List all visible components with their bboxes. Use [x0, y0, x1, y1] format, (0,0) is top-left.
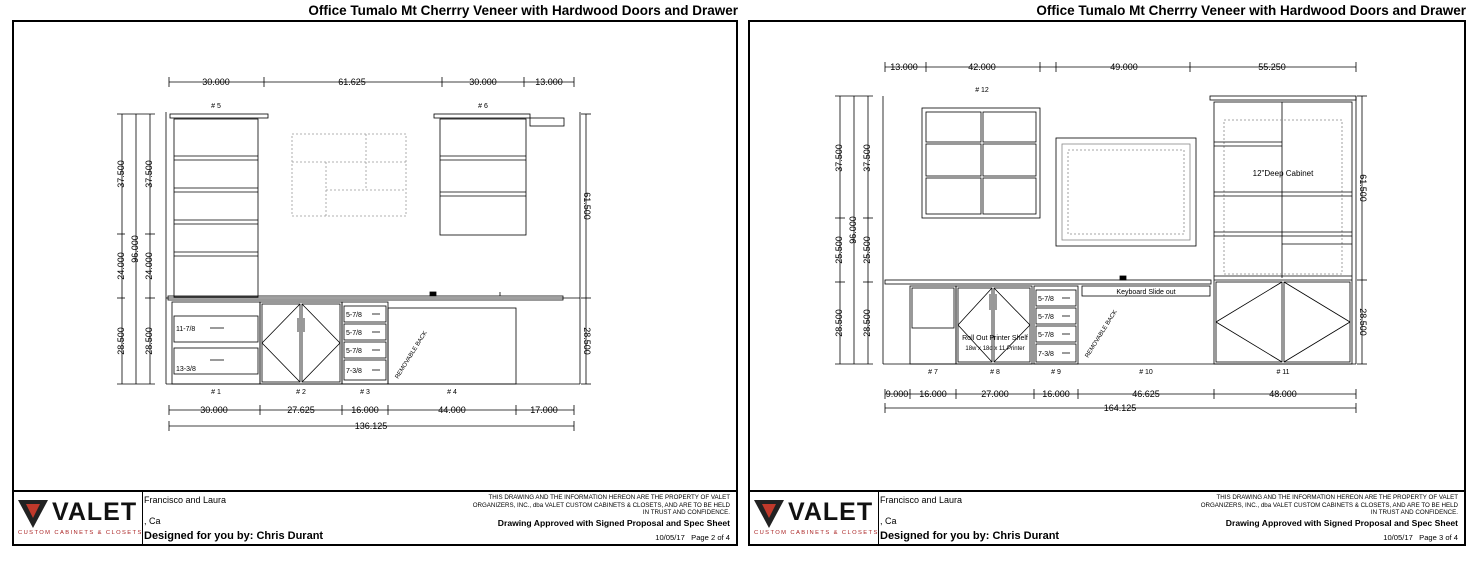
- deep-cabinet-label: 12"Deep Cabinet: [1252, 169, 1314, 178]
- approval-note: Drawing Approved with Signed Proposal and Spec Sheet: [1225, 518, 1458, 528]
- client-name: Francisco and Laura: [144, 495, 227, 505]
- legal-notice: THIS DRAWING AND THE INFORMATION HEREON ARE THE PROPERTY OF VALET ORGANIZERS, INC., dba VALET CUSTOM CABINETS & CLOSETS, AND ARE TO BE HELD IN TRUST AND CONFIDENCE.: [1200, 494, 1458, 517]
- unit-label: # 10: [1139, 369, 1153, 376]
- page-info: [1383, 533, 1458, 542]
- top-dim: 55.250: [1258, 62, 1286, 72]
- title-block: [750, 490, 1464, 544]
- drawing-sheet-page-2: [12, 0, 738, 568]
- client-name: Francisco and Laura: [880, 495, 963, 505]
- right-dim: 61.500: [582, 192, 592, 220]
- sheet-date: 10/05/17: [1383, 533, 1413, 542]
- bottom-dim: 16.000: [351, 405, 379, 415]
- left-dim: 37.500: [862, 144, 872, 172]
- designer-name: Designed for you by: Chris Durant: [144, 530, 324, 542]
- right-dim: 28.500: [1358, 308, 1368, 336]
- page-number: Page 2 of 4: [691, 533, 730, 542]
- left-dim: 37.500: [116, 160, 126, 188]
- unit-label: # 12: [975, 87, 989, 94]
- page-number: Page 3 of 4: [1419, 533, 1458, 542]
- bottom-dim: 30.000: [200, 405, 228, 415]
- bottom-dim: 27.625: [287, 405, 315, 415]
- overall-dim: 164.125: [1103, 403, 1137, 413]
- logo-wordmark: VALET: [52, 498, 138, 526]
- unit-label: # 6: [478, 103, 488, 110]
- unit-label: # 9: [1051, 369, 1061, 376]
- sheet-title: Office Tumalo Mt Cherrry Veneer with Hardwood Doors and Drawer: [308, 3, 738, 18]
- legal-notice: THIS DRAWING AND THE INFORMATION HEREON ARE THE PROPERTY OF VALET ORGANIZERS, INC., dba VALET CUSTOM CABINETS & CLOSETS, AND ARE TO BE HELD IN TRUST AND CONFIDENCE.: [472, 494, 730, 517]
- drawer-label: 5-7/8: [1038, 332, 1054, 339]
- top-dim: 13.000: [535, 77, 563, 87]
- removable-back-label: REMOVABLE BACK: [1084, 309, 1119, 360]
- valet-v-icon: [754, 500, 784, 528]
- drawer-label: 5-7/8: [346, 330, 362, 337]
- valet-logo: [750, 492, 879, 544]
- logo-tagline: CUSTOM CABINETS & CLOSETS: [754, 530, 879, 536]
- left-dim: 96.000: [130, 235, 140, 263]
- bottom-dim: 27.000: [981, 389, 1009, 399]
- bottom-dim: 9.000: [885, 389, 909, 399]
- top-dim: 49.000: [1110, 62, 1138, 72]
- elevation-drawing: [14, 22, 736, 490]
- left-dim: 25.500: [834, 236, 844, 264]
- unit-label: # 11: [1276, 369, 1290, 376]
- removable-back-label: REMOVABLE BACK: [394, 330, 429, 381]
- left-dim: 28.500: [834, 309, 844, 337]
- unit-label: # 3: [360, 389, 370, 396]
- top-dim: 13.000: [890, 62, 918, 72]
- unit-label: # 8: [990, 369, 1000, 376]
- drawer-label: 5-7/8: [1038, 314, 1054, 321]
- right-dim: 28.500: [582, 327, 592, 355]
- logo-tagline: CUSTOM CABINETS & CLOSETS: [18, 530, 143, 536]
- designer-name: Designed for you by: Chris Durant: [880, 530, 1060, 542]
- overall-dim: 136.125: [354, 421, 388, 431]
- printer-shelf-label: Roll Out Printer Shelf: [962, 335, 1028, 342]
- drawer-label: 5-7/8: [346, 348, 362, 355]
- client-city: , Ca: [880, 516, 897, 526]
- top-dim: 30.000: [469, 77, 497, 87]
- left-dim: 37.500: [144, 160, 154, 188]
- keyboard-slide-label: Keyboard Slide out: [1116, 289, 1176, 296]
- bottom-dim: 46.625: [1132, 389, 1160, 399]
- top-dim: 30.000: [202, 77, 230, 87]
- unit-label: # 7: [928, 369, 938, 376]
- drawer-label: 11-7/8: [176, 326, 196, 333]
- left-dim: 28.500: [144, 327, 154, 355]
- unit-label: # 5: [211, 103, 221, 110]
- client-city: , Ca: [144, 516, 161, 526]
- drawer-label: 5-7/8: [1038, 296, 1054, 303]
- bottom-dim: 17.000: [530, 405, 558, 415]
- unit-label: # 1: [211, 389, 221, 396]
- logo-wordmark: VALET: [788, 498, 874, 526]
- right-dim: 61.500: [1358, 174, 1368, 202]
- top-dim: 61.625: [338, 77, 366, 87]
- bottom-dim: 44.000: [438, 405, 466, 415]
- drawing-sheet-page-3: [748, 0, 1466, 568]
- sheet-date: 10/05/17: [655, 533, 685, 542]
- drawer-label: 5-7/8: [346, 312, 362, 319]
- page-info: [655, 533, 730, 542]
- drawing-frame: [748, 20, 1466, 546]
- top-dim: 42.000: [968, 62, 996, 72]
- drawer-label: 7-3/8: [346, 368, 362, 375]
- left-dim: 24.000: [116, 252, 126, 280]
- printer-size-label: 18w x 18d x 11 Printer: [965, 346, 1025, 352]
- valet-v-icon: [18, 500, 48, 528]
- drawer-label: 7-3/8: [1038, 351, 1054, 358]
- bottom-dim: 16.000: [919, 389, 947, 399]
- title-block: [14, 490, 736, 544]
- valet-logo: [14, 492, 143, 544]
- left-dim: 25.500: [862, 236, 872, 264]
- unit-label: # 2: [296, 389, 306, 396]
- drawer-label: 13-3/8: [176, 366, 196, 373]
- unit-label: # 4: [447, 389, 457, 396]
- left-dim: 24.000: [144, 252, 154, 280]
- left-dim: 28.500: [116, 327, 126, 355]
- left-dim: 96.000: [848, 216, 858, 244]
- left-dim: 37.500: [834, 144, 844, 172]
- elevation-drawing: [750, 22, 1464, 490]
- approval-note: Drawing Approved with Signed Proposal and Spec Sheet: [497, 518, 730, 528]
- sheet-title: Office Tumalo Mt Cherrry Veneer with Hardwood Doors and Drawer: [1036, 3, 1466, 18]
- left-dim: 28.500: [862, 309, 872, 337]
- drawing-frame: [12, 20, 738, 546]
- bottom-dim: 16.000: [1042, 389, 1070, 399]
- bottom-dim: 48.000: [1269, 389, 1297, 399]
